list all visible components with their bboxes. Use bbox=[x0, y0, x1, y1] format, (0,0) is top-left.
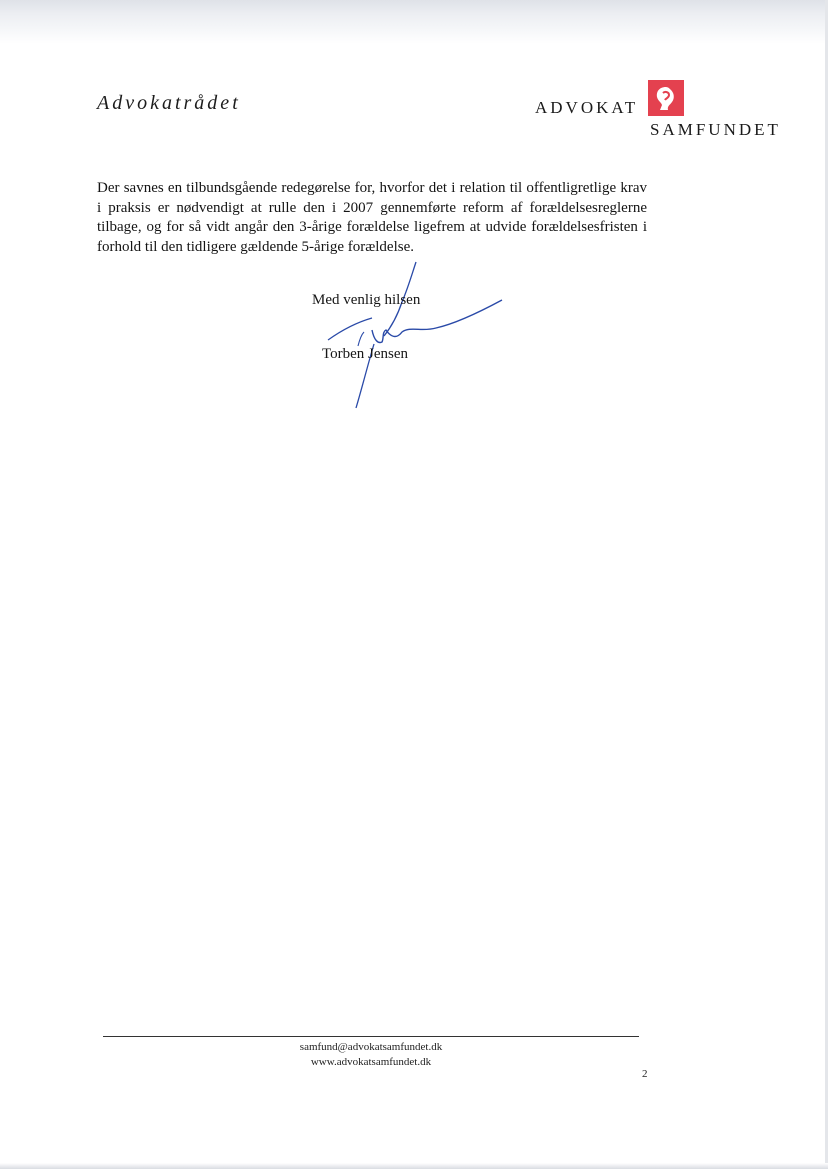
logo-word-samfundet: SAMFUNDET bbox=[650, 120, 781, 139]
handwritten-signature bbox=[318, 240, 518, 420]
logo-mark-icon bbox=[648, 80, 684, 116]
closing-salutation: Med venlig hilsen bbox=[312, 292, 421, 308]
footer-divider bbox=[103, 1036, 639, 1037]
page-number: 2 bbox=[642, 1068, 648, 1080]
advokatsamfundet-logo bbox=[530, 80, 800, 142]
letter-paragraph: Der savnes en tilbundsgående redegørelse for, hvorfor det i relation til offentligretlige krav i praksis er nødvendigt at rulle den i 2007 gennemførte reform af forældelsesreglerne tilbage, og for så vidt angår den 3-årige forældelse ligefrem at udvide forældelsesfristen i forhold til den tidligere gældende 5-årige forældelse. bbox=[97, 180, 647, 255]
scan-edge-top bbox=[0, 0, 828, 44]
council-name: Advokatrådet bbox=[97, 92, 241, 114]
signer-name: Torben Jensen bbox=[322, 346, 409, 362]
scan-edge-bottom bbox=[0, 1163, 828, 1169]
footer-website[interactable]: www.advokatsamfundet.dk bbox=[310, 1056, 432, 1068]
footer-contact bbox=[103, 1040, 639, 1070]
logo-word-advokat: ADVOKAT bbox=[535, 98, 639, 117]
footer-email[interactable]: samfund@advokatsamfundet.dk bbox=[299, 1041, 443, 1053]
